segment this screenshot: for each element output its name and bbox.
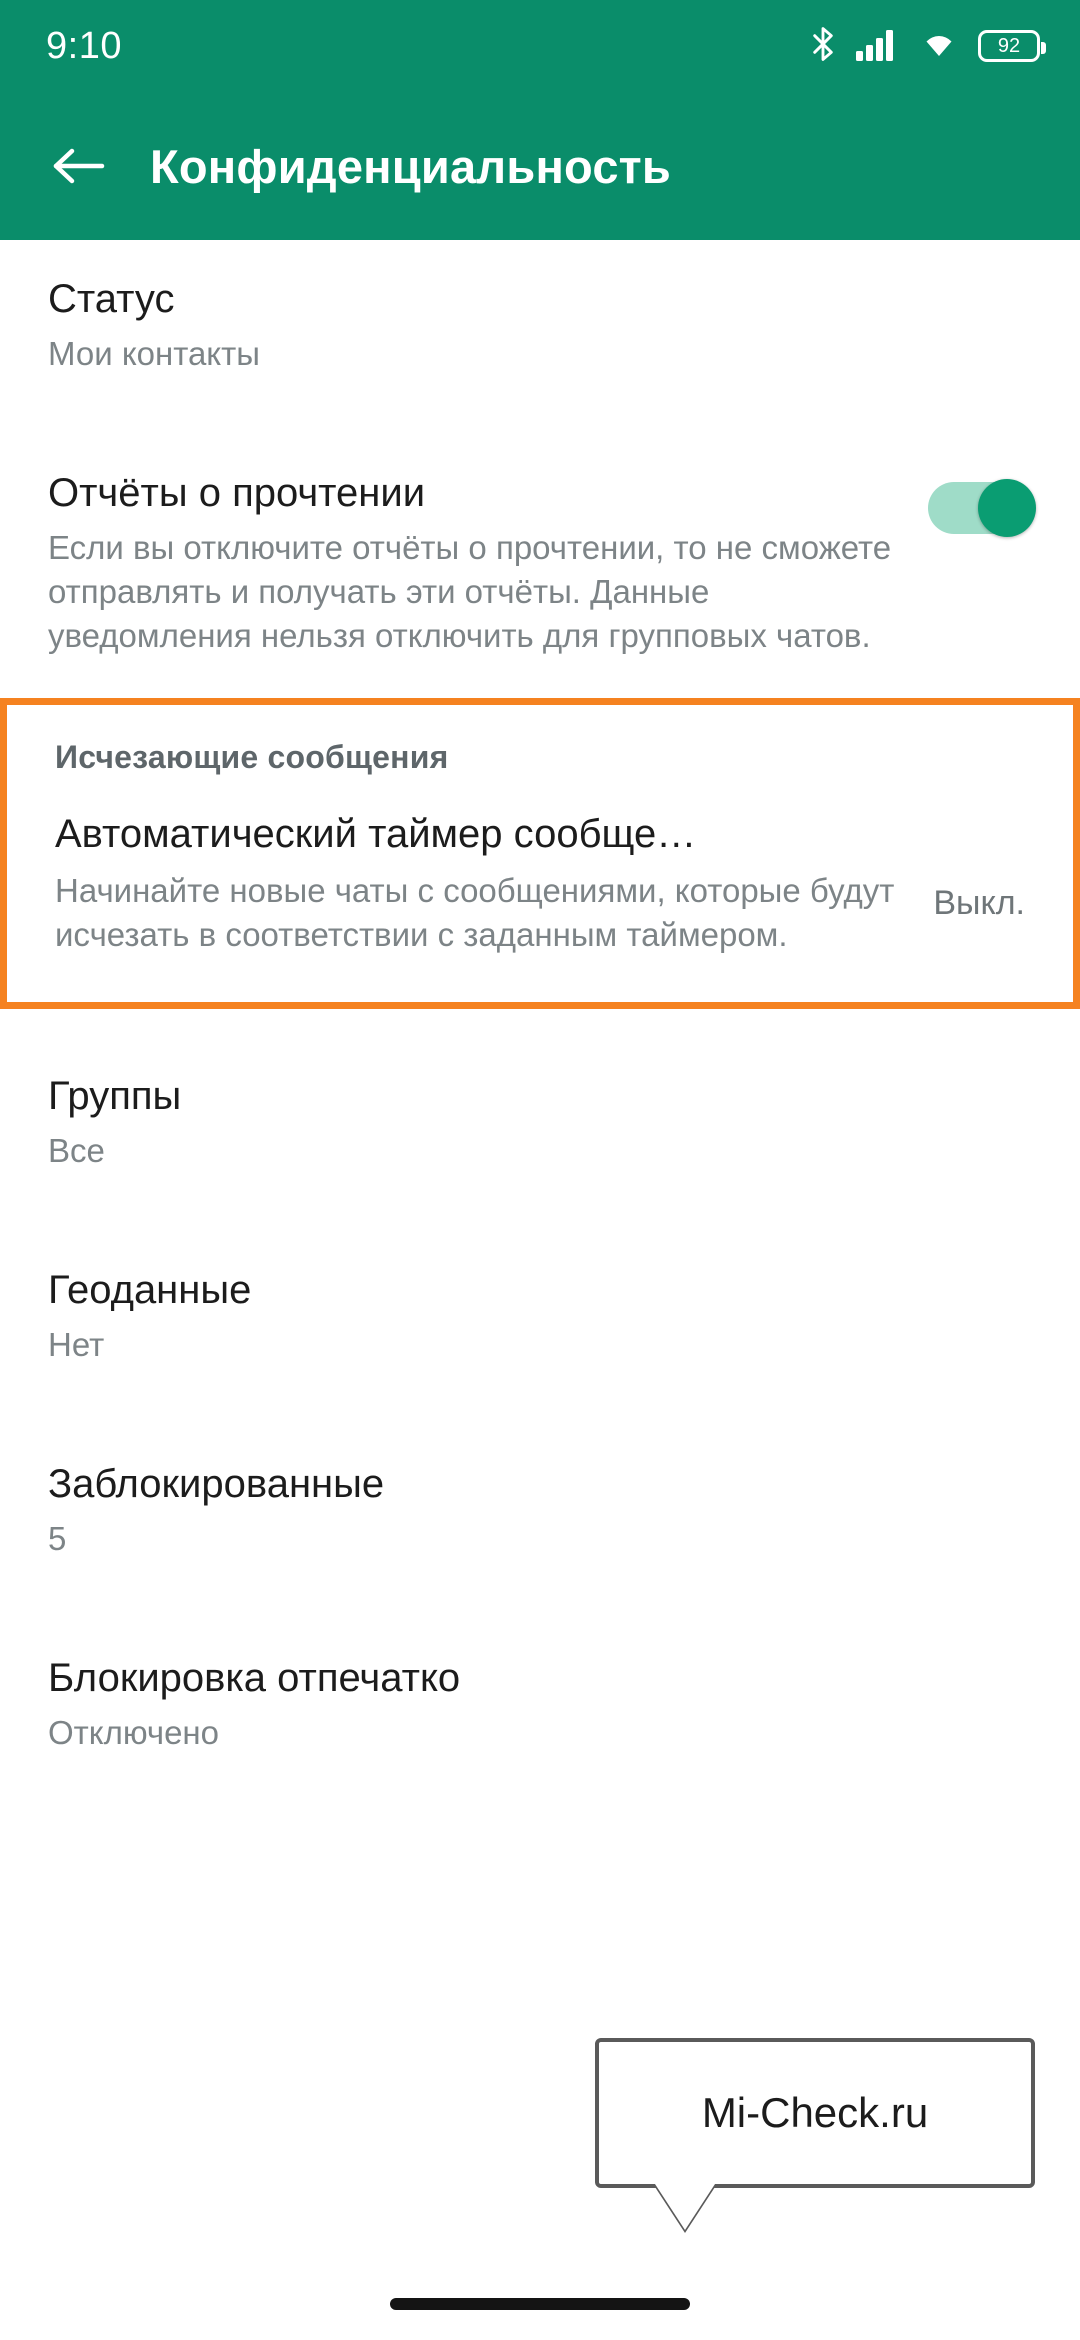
settings-row-read-receipts-title: Отчёты о прочтении xyxy=(48,470,426,515)
app-bar xyxy=(0,92,1080,240)
read-receipts-toggle[interactable] xyxy=(928,482,1032,534)
cellular-signal-icon xyxy=(856,27,900,66)
status-bar xyxy=(0,0,1080,92)
settings-row-fingerprint-lock-value: Отключено xyxy=(48,1713,219,1751)
settings-row-location-value: Нет xyxy=(48,1326,105,1364)
settings-row-fingerprint-lock-title: Блокировка отпечатко xyxy=(48,1655,461,1700)
status-bar-icons xyxy=(808,25,1040,68)
settings-row-status-value: Мои контакты xyxy=(48,335,260,372)
settings-row-fingerprint-lock[interactable] xyxy=(0,1619,1080,1785)
settings-row-location[interactable] xyxy=(0,1231,1080,1397)
settings-row-blocked-title: Заблокированные xyxy=(48,1462,385,1506)
wifi-icon xyxy=(918,28,960,65)
settings-row-default-timer-description: Начинайте новые чаты с сообщениями, которые будут исчезать в соответствии с заданным таймером. xyxy=(55,871,895,954)
disappearing-messages-section xyxy=(0,698,1080,1010)
settings-row-groups[interactable] xyxy=(0,1037,1080,1203)
settings-row-status-title: Статус xyxy=(48,277,175,321)
settings-row-default-timer-title: Автоматический таймер сообще… xyxy=(55,811,697,856)
home-gesture-pill[interactable] xyxy=(390,2298,690,2310)
system-navigation-bar xyxy=(0,2268,1080,2340)
settings-row-read-receipts-description: Если вы отключите отчёты о прочтении, то не сможете отправлять и получать эти отчёты. Данные уведомления нельзя отключить для групповых чатов. xyxy=(48,528,892,654)
bluetooth-icon xyxy=(808,25,838,68)
watermark-text: Mi-Check.ru xyxy=(701,2089,929,2136)
watermark-tail xyxy=(655,2184,715,2230)
settings-row-default-timer[interactable] xyxy=(55,812,1025,959)
disappearing-messages-label: Исчезающие сообщения xyxy=(55,738,449,775)
read-receipts-toggle-knob xyxy=(978,479,1036,537)
back-arrow-icon[interactable] xyxy=(46,134,110,198)
watermark-callout xyxy=(595,2038,1035,2188)
battery-percent-label: 92 xyxy=(997,35,1021,57)
settings-row-groups-value: Все xyxy=(48,1132,105,1170)
settings-row-groups-title: Группы xyxy=(48,1074,182,1119)
battery-icon xyxy=(978,30,1040,62)
settings-row-blocked-value: 5 xyxy=(48,1520,67,1557)
status-bar-clock: 9:10 xyxy=(46,24,122,67)
settings-row-blocked[interactable] xyxy=(0,1425,1080,1591)
page-title: Конфиденциальность xyxy=(150,139,671,193)
settings-row-status[interactable] xyxy=(0,240,1080,406)
settings-row-default-timer-value: Выкл. xyxy=(933,884,1025,923)
settings-row-location-title: Геоданные xyxy=(48,1268,252,1313)
settings-list xyxy=(0,240,1080,1785)
settings-row-read-receipts[interactable] xyxy=(0,434,1080,688)
watermark-bubble xyxy=(595,2038,1035,2188)
